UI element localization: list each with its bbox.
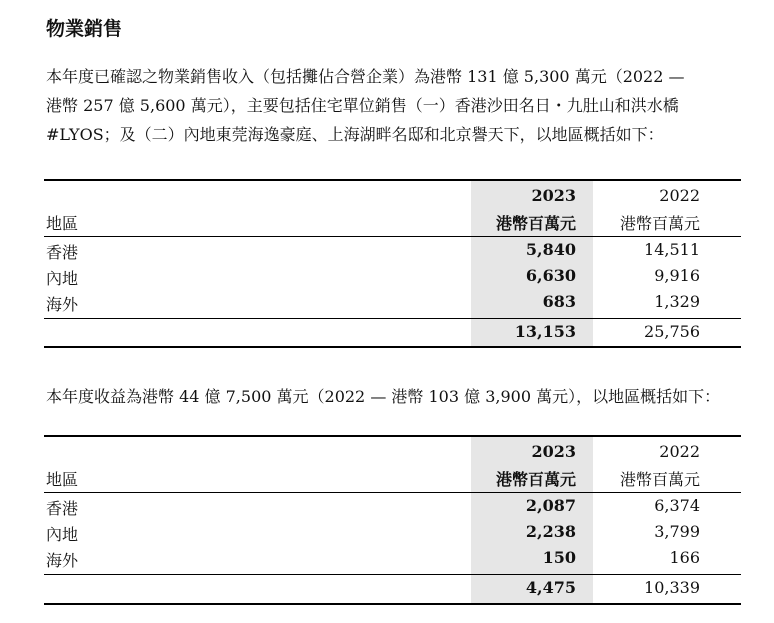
section-title: 物業銷售 xyxy=(46,18,123,40)
header-region-label: 地區 xyxy=(46,214,79,233)
row-value-2022: 1,329 xyxy=(654,292,700,311)
row-region: 內地 xyxy=(46,269,79,288)
row-region: 海外 xyxy=(46,551,79,570)
row-value-2022: 6,374 xyxy=(654,496,700,515)
row-value-2022: 166 xyxy=(669,548,700,567)
sales-paragraph-line: 港幣 257 億 5,600 萬元），主要包括住宅單位銷售（一）香港沙田名日・九肚山和洪水橋 xyxy=(46,96,679,115)
total-2023: 13,153 xyxy=(514,322,576,341)
header-unit-2022: 港幣百萬元 xyxy=(619,470,700,489)
row-value-2022: 9,916 xyxy=(654,266,700,285)
subtotal-rule xyxy=(44,574,741,575)
row-region: 內地 xyxy=(46,525,79,544)
header-year-2022: 2022 xyxy=(659,442,700,461)
sales-by-region-table xyxy=(44,179,741,348)
sales-paragraph-line: 本年度已確認之物業銷售收入（包括攤佔合營企業）為港幣 131 億 5,300 萬元（2022 — xyxy=(46,67,685,86)
table-top-rule xyxy=(44,179,741,181)
subtotal-rule xyxy=(44,318,741,319)
total-2022: 25,756 xyxy=(644,322,700,341)
revenue-by-region-table xyxy=(44,435,741,605)
header-rule xyxy=(44,236,741,237)
header-unit-2022: 港幣百萬元 xyxy=(619,214,700,233)
row-region: 香港 xyxy=(46,243,79,262)
header-region-label: 地區 xyxy=(46,470,79,489)
total-2023: 4,475 xyxy=(525,578,576,597)
row-value-2023: 2,238 xyxy=(525,522,576,541)
row-value-2023: 6,630 xyxy=(525,266,576,285)
table-top-rule xyxy=(44,435,741,437)
revenue-paragraph: 本年度收益為港幣 44 億 7,500 萬元（2022 — 港幣 103 億 3,900 萬元），以地區概括如下： xyxy=(46,387,721,406)
row-region: 海外 xyxy=(46,295,79,314)
header-unit-2023: 港幣百萬元 xyxy=(495,214,576,233)
table-bottom-rule xyxy=(44,603,741,605)
row-value-2023: 150 xyxy=(542,548,576,567)
header-year-2023: 2023 xyxy=(531,186,576,205)
total-2022: 10,339 xyxy=(644,578,700,597)
row-value-2023: 2,087 xyxy=(525,496,576,515)
row-value-2022: 14,511 xyxy=(644,240,700,259)
header-year-2023: 2023 xyxy=(531,442,576,461)
header-rule xyxy=(44,492,741,493)
row-region: 香港 xyxy=(46,499,79,518)
header-unit-2023: 港幣百萬元 xyxy=(495,470,576,489)
row-value-2023: 5,840 xyxy=(525,240,576,259)
table-bottom-rule xyxy=(44,346,741,348)
row-value-2022: 3,799 xyxy=(654,522,700,541)
sales-paragraph-line: #LYOS；及（二）內地東莞海逸豪庭、上海湖畔名邸和北京譽天下，以地區概括如下： xyxy=(46,125,664,144)
header-year-2022: 2022 xyxy=(659,186,700,205)
row-value-2023: 683 xyxy=(542,292,576,311)
sales-paragraph xyxy=(46,62,746,149)
